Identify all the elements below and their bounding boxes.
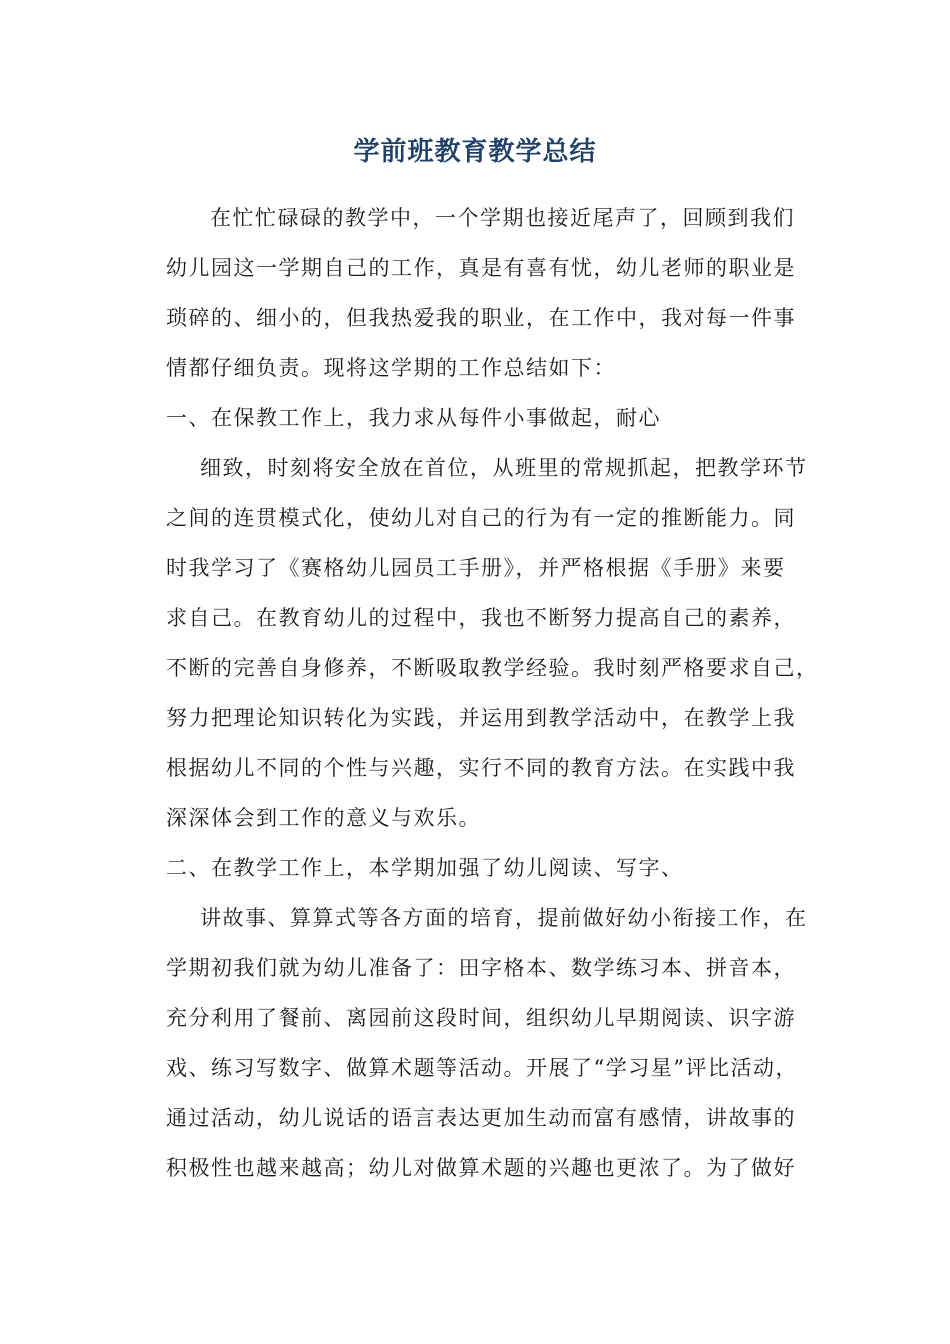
text-line: 时我学习了《赛格幼儿园员工手册》，并严格根据《手册》来要: [166, 556, 786, 580]
document-title: 学前班教育教学总结: [353, 137, 597, 167]
document-body: [166, 193, 826, 1193]
text-line: 充分利用了餐前、离园前这段时间，组织幼儿早期阅读、识字游: [166, 1006, 796, 1030]
text-line: 通过活动，幼儿说话的语言表达更加生动而富有感情，讲故事的: [166, 1106, 796, 1130]
text-line: 情都仔细负责。现将这学期的工作总结如下：: [166, 356, 616, 380]
text-line: 戏、练习写数字、做算术题等活动。开展了“学习星”评比活动，: [166, 1056, 798, 1080]
text-line: 努力把理论知识转化为实践，并运用到教学活动中，在教学上我: [166, 706, 796, 730]
text-line: 不断的完善自身修养，不断吸取教学经验。我时刻严格要求自己，: [166, 656, 819, 680]
text-line: 二、在教学工作上，本学期加强了幼儿阅读、写字、: [166, 856, 684, 880]
text-line: 一、在保教工作上，我力求从每件小事做起，耐心: [166, 406, 661, 430]
text-line: 琐碎的、细小的，但我热爱我的职业，在工作中，我对每一件事: [166, 306, 796, 330]
text-line: 讲故事、算算式等各方面的培育，提前做好幼小衔接工作，在: [200, 906, 808, 930]
text-line: 之间的连贯模式化，使幼儿对自己的行为有一定的推断能力。同: [166, 506, 796, 530]
text-line: 深深体会到工作的意义与欢乐。: [166, 806, 481, 830]
text-line: 根据幼儿不同的个性与兴趣，实行不同的教育方法。在实践中我: [166, 756, 796, 780]
text-line: 细致，时刻将安全放在首位，从班里的常规抓起，把教学环节: [200, 456, 808, 480]
text-line: 求自己。在教育幼儿的过程中，我也不断努力提高自己的素养，: [166, 606, 796, 630]
text-line: 学期初我们就为幼儿准备了：田字格本、数学练习本、拼音本，: [166, 956, 796, 980]
text-line: 幼儿园这一学期自己的工作，真是有喜有忧，幼儿老师的职业是: [166, 256, 796, 280]
text-line: 在忙忙碌碌的教学中，一个学期也接近尾声了，回顾到我们: [210, 206, 795, 230]
text-line: 积极性也越来越高；幼儿对做算术题的兴趣也更浓了。为了做好: [166, 1156, 796, 1180]
